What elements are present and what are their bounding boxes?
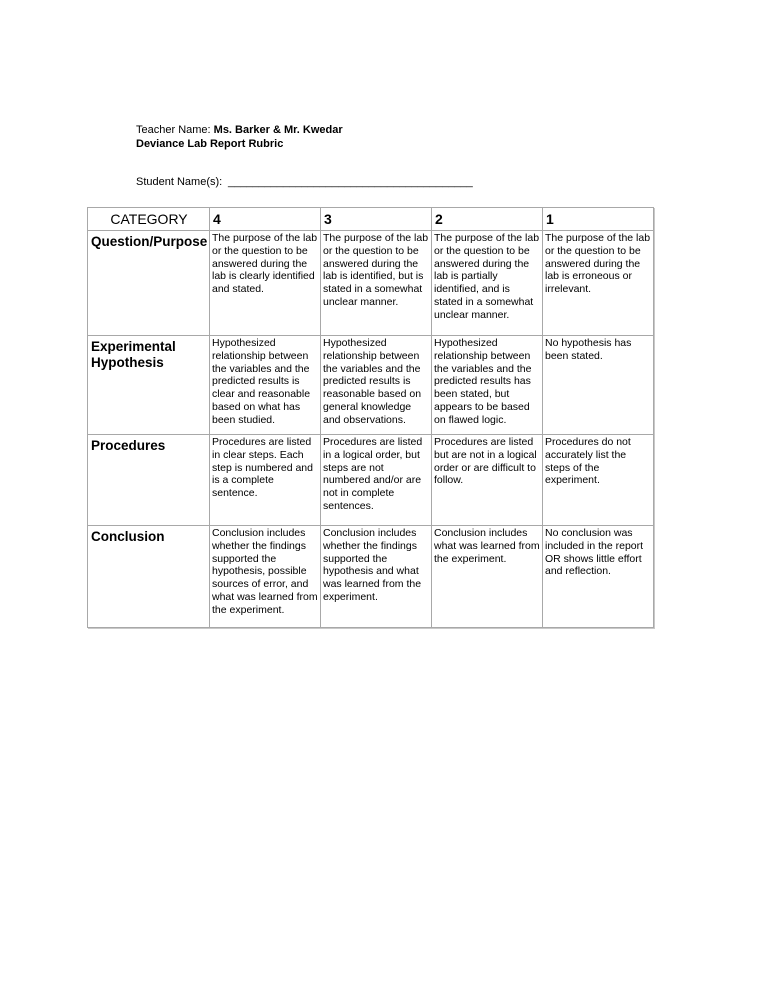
criteria-cell: Hypothesized relationship between the variables and the predicted results is clear and reasonable based on what has been studied. (210, 336, 321, 435)
criteria-cell: The purpose of the lab or the question to be answered during the lab is clearly identified and stated. (210, 231, 321, 336)
column-header-score-1: 1 (543, 208, 654, 231)
criteria-cell: The purpose of the lab or the question to be answered during the lab is partially identified, and is stated in a somewhat unclear manner. (432, 231, 543, 336)
rubric-header-row (88, 208, 654, 231)
table-row (88, 336, 654, 435)
student-name-line (136, 175, 473, 189)
student-name-label: Student Name(s): (136, 176, 223, 188)
criteria-cell: Procedures are listed but are not in a logical order or are difficult to follow. (432, 435, 543, 526)
student-name-blank: ________________________________________ (228, 176, 473, 188)
column-header-score-2: 2 (432, 208, 543, 231)
criteria-cell: Conclusion includes whether the findings supported the hypothesis and what was learned from the experiment. (321, 526, 432, 628)
category-cell: Conclusion (88, 526, 210, 628)
category-cell: Question/Purpose (88, 231, 210, 336)
category-cell: Experimental Hypothesis (88, 336, 210, 435)
criteria-cell: The purpose of the lab or the question to be answered during the lab is identified, but is stated in a somewhat unclear manner. (321, 231, 432, 336)
column-header-category: CATEGORY (88, 208, 210, 231)
teacher-line (136, 123, 343, 137)
criteria-cell: No hypothesis has been stated. (543, 336, 654, 435)
rubric-table (87, 207, 654, 628)
table-row (88, 435, 654, 526)
criteria-cell: Conclusion includes what was learned from the experiment. (432, 526, 543, 628)
category-cell: Procedures (88, 435, 210, 526)
criteria-cell: Procedures are listed in a logical order, but steps are not numbered and/or are not in complete sentences. (321, 435, 432, 526)
teacher-name: Ms. Barker & Mr. Kwedar (213, 124, 343, 136)
column-header-score-3: 3 (321, 208, 432, 231)
criteria-cell: No conclusion was included in the report OR shows little effort and reflection. (543, 526, 654, 628)
criteria-cell: Procedures do not accurately list the steps of the experiment. (543, 435, 654, 526)
criteria-cell: Hypothesized relationship between the variables and the predicted results has been stated, but appears to be based on flawed logic. (432, 336, 543, 435)
table-row (88, 526, 654, 628)
document-header (136, 123, 343, 151)
criteria-cell: Conclusion includes whether the findings supported the hypothesis, possible sources of error, and what was learned from the experiment. (210, 526, 321, 628)
column-header-score-4: 4 (210, 208, 321, 231)
criteria-cell: Hypothesized relationship between the variables and the predicted results is reasonable based on general knowledge and observations. (321, 336, 432, 435)
table-row (88, 231, 654, 336)
document-title: Deviance Lab Report Rubric (136, 138, 284, 150)
criteria-cell: Procedures are listed in clear steps. Each step is numbered and is a complete sentence. (210, 435, 321, 526)
criteria-cell: The purpose of the lab or the question to be answered during the lab is erroneous or irrelevant. (543, 231, 654, 336)
teacher-label: Teacher Name: (136, 124, 211, 136)
